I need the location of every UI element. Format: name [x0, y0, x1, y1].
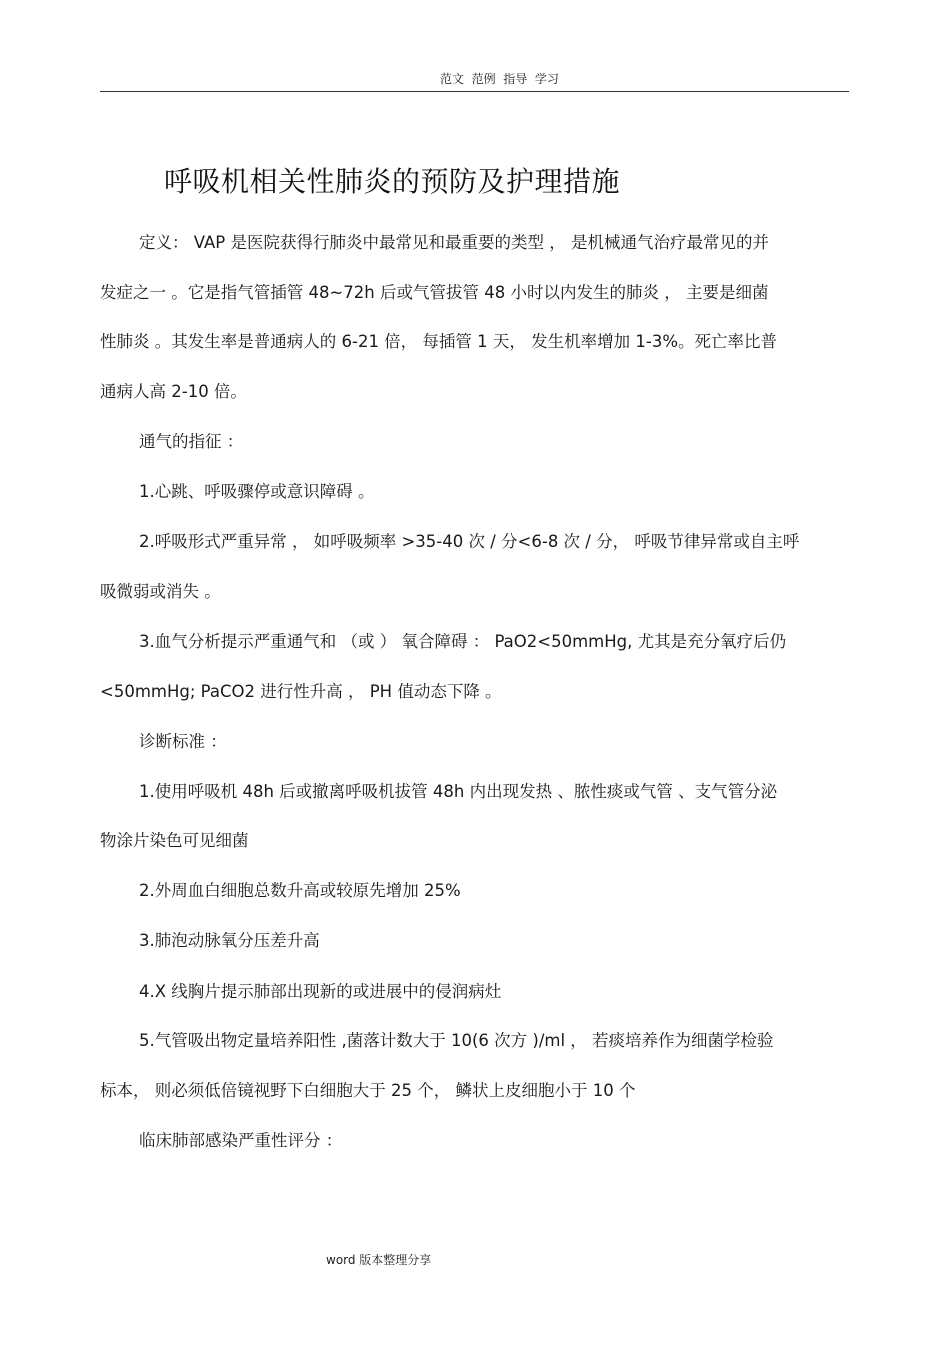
paragraph-line: 发症之一 。它是指气管插管 48~72h 后或气管拔管 48 小时以内发生的肺炎 ， 主要是细菌	[100, 283, 769, 302]
list-item: 5.气管吸出物定量培养阳性 ,菌落计数大于 10(6 次方 )/ml ， 若痰培养作为细菌学检验	[139, 1031, 774, 1050]
list-item-continuation: 标本， 则必须低倍镜视野下白细胞大于 25 个， 鳞状上皮细胞小于 10 个	[100, 1081, 636, 1100]
document-title: 呼吸机相关性肺炎的预防及护理措施	[164, 165, 621, 198]
page-header: 范文 范例 指导 学习	[440, 72, 559, 86]
page-footer: word 版本整理分享	[326, 1253, 432, 1267]
section-heading: 通气的指征 ：	[139, 432, 244, 451]
paragraph-line: 通病人高 2-10 倍。	[100, 382, 247, 401]
section-heading: 诊断标准 ：	[139, 732, 227, 751]
list-item-continuation: 吸微弱或消失 。	[100, 582, 221, 601]
list-item: 2.外周血白细胞总数升高或较原先增加 25%	[139, 881, 461, 900]
list-item: 3.血气分析提示严重通气和 （或 ） 氧合障碍 ： PaO2<50mmHg, 尤其是充分氧疗后仍	[139, 632, 787, 651]
list-item: 3.肺泡动脉氧分压差升高	[139, 931, 320, 950]
list-item-continuation: 物涂片染色可见细菌	[100, 831, 249, 850]
header-divider	[100, 91, 849, 92]
list-item: 2.呼吸形式严重异常 ， 如呼吸频率 >35-40 次 / 分<6-8 次 / 分， 呼吸节律异常或自主呼	[139, 532, 800, 551]
list-item: 4.X 线胸片提示肺部出现新的或进展中的侵润病灶	[139, 982, 502, 1001]
list-item-continuation: <50mmHg; PaCO2 进行性升高 ， PH 值动态下降 。	[100, 682, 502, 701]
list-item: 1.使用呼吸机 48h 后或撤离呼吸机拔管 48h 内出现发热 、脓性痰或气管 、支气管分泌	[139, 782, 778, 801]
list-item: 1.心跳、呼吸骤停或意识障碍 。	[139, 482, 375, 501]
section-heading: 临床肺部感染严重性评分 ：	[139, 1131, 343, 1150]
paragraph-line: 性肺炎 。其发生率是普通病人的 6-21 倍， 每插管 1 天， 发生机率增加 1-3%。死亡率比普	[100, 332, 778, 351]
paragraph-line: 定义： VAP 是医院获得行肺炎中最常见和最重要的类型 ， 是机械通气治疗最常见的并	[139, 233, 769, 252]
